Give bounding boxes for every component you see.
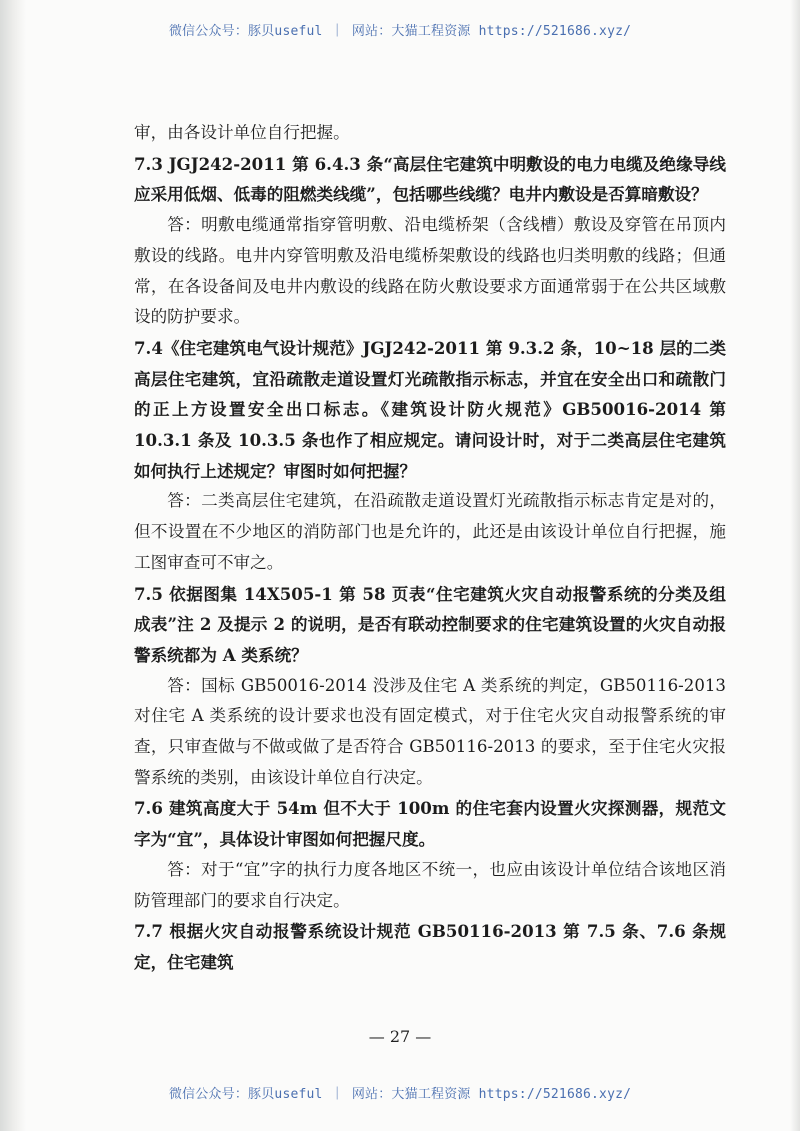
answer-7-4: 答：二类高层住宅建筑，在沿疏散走道设置灯光疏散指示标志肯定是对的，但不设置在不少地区的消防部门也是允许的，此还是由该设计单位自行把握，施工图审查可不审之。 xyxy=(134,491,726,572)
watermark-top: 微信公众号：豚贝useful ｜ 网站：大猫工程资源 https://521686.xyz/ xyxy=(168,24,632,39)
scan-edge-shadow xyxy=(0,0,26,1131)
scan-edge-shadow-right xyxy=(790,0,800,1131)
question-7-5: 7.5 依据图集 14X505-1 第 58 页表“住宅建筑火灾自动报警系统的分类及组成表”注 2 及提示 2 的说明，是否有联动控制要求的住宅建筑设置的火灾自动报警系统都为 A 类系统？ xyxy=(134,583,726,665)
document-body xyxy=(134,118,726,978)
question-7-7: 7.7 根据火灾自动报警系统设计规范 GB50116-2013 第 7.5 条、7.6 条规定，住宅建筑 xyxy=(134,921,726,972)
answer-7-6: 答：对于“宜”字的执行力度各地区不统一，也应由该设计单位结合该地区消防管理部门的要求自行决定。 xyxy=(134,859,726,910)
question-7-4: 7.4《住宅建筑电气设计规范》JGJ242-2011 第 9.3.2 条，10~18 层的二类高层住宅建筑，宜沿疏散走道设置灯光疏散指示标志，并宜在安全出口和疏散门的正上方设置安全出口标志。《建筑设计防火规范》GB50016-2014 第 10.3.1 条及 10.3.5 条也作了相应规定。请问设计时，对于二类高层住宅建筑如何执行上述规定？审图时如何把握？ xyxy=(134,337,726,481)
question-7-6: 7.6 建筑高度大于 54m 但不大于 100m 的住宅套内设置火灾探测器，规范文字为“宜”，具体设计审图如何把握尺度。 xyxy=(134,798,726,850)
answer-7-5: 答：国标 GB50016-2014 没涉及住宅 A 类系统的判定，GB50116-2013 对住宅 A 类系统的设计要求也没有固定模式，对于住宅火灾自动报警系统的审查，只审查做与不做或做了是否符合 GB50116-2013 的要求，至于住宅火灾报警系统的类别，由该设计单位自行决定。 xyxy=(134,675,726,787)
page-number: — 27 — xyxy=(368,1027,432,1046)
paragraph-continuation: 审，由各设计单位自行把握。 xyxy=(134,123,350,142)
answer-7-3: 答：明敷电缆通常指穿管明敷、沿电缆桥架（含线槽）敷设及穿管在吊顶内敷设的线路。电井内穿管明敷及沿电缆桥架敷设的线路也归类明敷的线路；但通常，在各设备间及电井内敷设的线路在防火敷设要求方面通常弱于在公共区域敷设的防护要求。 xyxy=(134,215,726,327)
watermark-bottom: 微信公众号：豚贝useful ｜ 网站：大猫工程资源 https://521686.xyz/ xyxy=(168,1087,632,1102)
question-7-3: 7.3 JGJ242-2011 第 6.4.3 条“高层住宅建筑中明敷设的电力电缆及绝缘导线应采用低烟、低毒的阻燃类线缆”，包括哪些线缆？电井内敷设是否算暗敷设？ xyxy=(134,153,726,205)
